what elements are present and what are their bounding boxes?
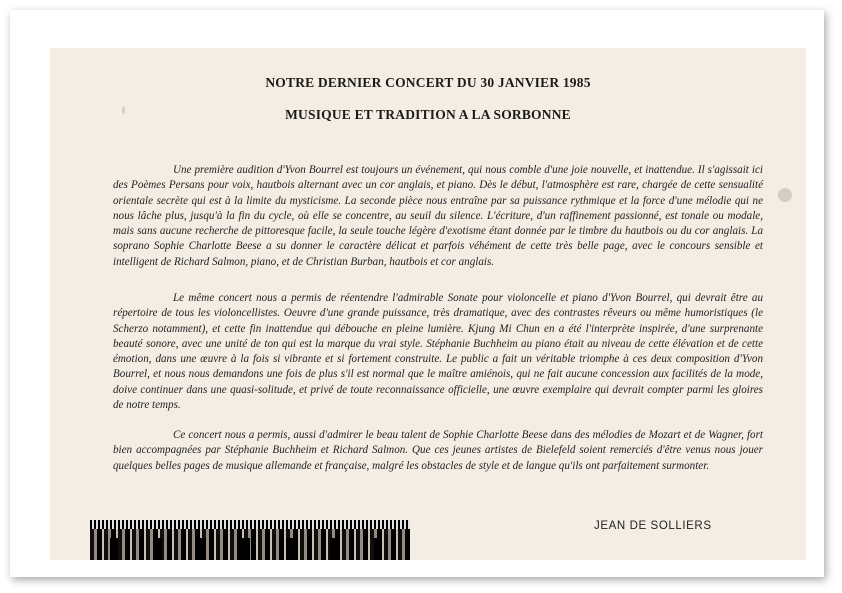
document-title: NOTRE DERNIER CONCERT DU 30 JANVIER 1985 xyxy=(265,75,591,90)
scanned-page-frame xyxy=(10,10,824,577)
paper-mark xyxy=(122,106,125,114)
document-subtitle: MUSIQUE ET TRADITION A LA SORBONNE xyxy=(285,107,571,122)
document-page xyxy=(50,48,806,560)
paper-stain xyxy=(778,188,792,202)
paragraph-3: Ce concert nous a permis, aussi d'admirer le beau talent de Sophie Charlotte Beese dans des mélodies de Mozart et de Wagner, fort bien accompagnées par Stéphanie Buchheim et Richard Salmon. Que ces jeunes artistes de Bielefeld soient remerciés d'être venus nous jouer quelques belles pages de musique allemande et française, malgré les obstacles de style et de langue qu'ils ont parfaitement surmonter. xyxy=(113,429,763,472)
paragraph-2: Le même concert nous a permis de réentendre l'admirable Sonate pour violoncelle et piano d'Yvon Bourrel, qui devrait être au répertoire de tous les violoncellistes. Oeuvre d'une grande puissance, très dramatique, avec des contrastes rêveurs ou même humoristiques (le Scherzo notamment), et cette fin inattendue qui débouche en pleine lumière. Kjung Mi Chun en a été l'interprète inspirée, d'une surprenante beauté sonore, avec une unité de ton qui est la marque du vrai style. Stéphanie Buchheim au piano était au niveau de cette élévation et de cette émotion, dans une œuvre à la fois si vibrante et si fortement construite. Le public a fait un véritable triomphe à ces deux composition d'Yvon Bourrel, et nous nous demandons une fois de plus s'il est normal que le maître amiénois, qui ne fait aucune concession aux facilités de la mode, doive continuer dans une quasi-solitude, et privé de toute reconnaissance officielle, une œuvre exemplaire qui devrait compter parmi les gloires de notre temps. xyxy=(113,292,763,412)
building-photo xyxy=(90,520,410,560)
paragraph-1: Une première audition d'Yvon Bourrel est toujours un événement, qui nous comble d'une joie nouvelle, et inattendue. Il s'agissait ici des Poèmes Persans pour voix, hautbois alternant avec un cor anglais, et piano. Dès le début, l'atmosphère est rare, chargée de cette sensualité orientale secrète qui est à la limite du mysticisme. La seconde pièce nous entraîne par sa puissance rythmique et la force d'une mélodie qui ne nous lâche plus, jusqu'à la fin du cycle, où elle se concentre, au seuil du silence. L'écriture, d'un raffinement passionné, est tonale ou modale, mais sans aucune recherche de pittoresque facile, la seule touche légère d'exotisme étant donnée par le timbre du hautbois ou du cor anglais. La soprano Sophie Charlotte Beese a su donner le caractère délicat et parfois véhément de cette très belle page, avec le concours sensible et intelligent de Richard Salmon, piano, et de Christian Burban, hautbois et cor anglais. xyxy=(113,164,763,268)
author-signature: JEAN DE SOLLIERS xyxy=(594,520,712,532)
